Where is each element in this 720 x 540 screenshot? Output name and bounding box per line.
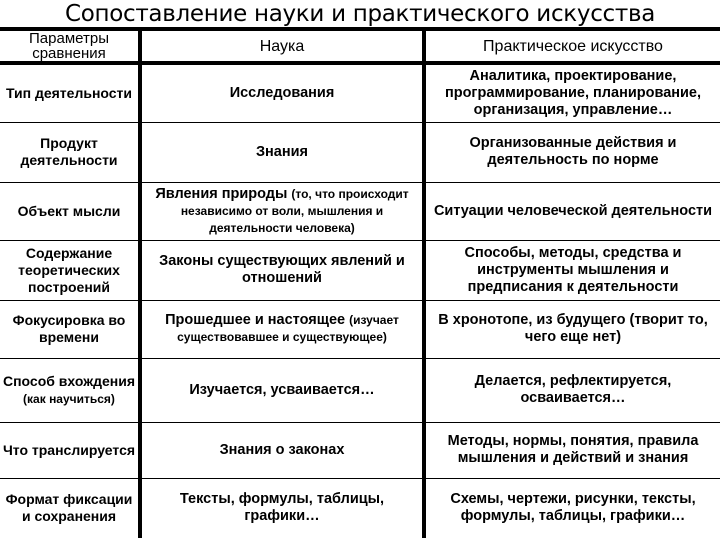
science-main: Прошедшее и настоящее [165,312,346,328]
art-cell: Схемы, чертежи, рисунки, тексты, формулы, таблицы, графики… [450,491,696,525]
art-cell: Аналитика, проектирование, программирование, планирование, организация, управление… [424,63,720,122]
science-cell [140,182,424,240]
table-row [0,240,720,300]
table-row [0,478,720,538]
param-cell: Продукт деятельности [0,122,140,182]
table-row [0,358,720,422]
header-science: Наука [140,29,424,63]
comparison-table [0,27,720,538]
art-cell: Методы, нормы, понятия, правила мышления и действий и знания [424,422,720,478]
header-parameters: Параметры сравнения [0,29,140,63]
param-cell: Формат фиксации и сохранения [0,478,140,538]
table-row [0,182,720,240]
param-cell: Объект мысли [0,182,140,240]
param-main: Способ вхождения [2,372,136,389]
science-note: (изучает существовавшее и существующее) [177,313,399,344]
param-note: (как научиться) [23,391,115,406]
science-cell: Знания о законах [140,422,424,478]
table-header-row [0,29,720,63]
param-cell: Содержание теоретических построений [0,240,140,300]
header-art: Практическое искусство [424,29,720,63]
param-cell: Фокусировка во времени [0,300,140,358]
science-cell: Знания [140,122,424,182]
table-row [0,63,720,122]
art-cell: Организованные действия и деятельность по норме [424,122,720,182]
art-cell: Способы, методы, средства и инструменты мышления и предписания к деятельности [424,240,720,300]
param-cell [0,358,140,422]
science-cell: Исследования [140,63,424,122]
table-row [0,122,720,182]
science-note: (то, что происходит независимо от воли, мышления и деятельности человека) [180,186,409,235]
science-cell: Тексты, формулы, таблицы, графики… [140,478,424,538]
param-cell: Что транслируется [0,422,140,478]
art-cell: Делается, рефлектируется, осваивается… [424,358,720,422]
art-cell: В хронотопе, из будущего (творит то, чего еще нет) [424,300,720,358]
table-row [0,300,720,358]
slide-title: Сопоставление науки и практического искусства [64,1,656,27]
art-cell: Ситуации человеческой деятельности [424,182,720,240]
science-main: Явления природы [155,185,288,202]
science-cell [140,300,424,358]
science-cell: Изучается, усваивается… [140,358,424,422]
table-row [0,422,720,478]
science-cell: Законы существующих явлений и отношений [140,240,424,300]
param-cell: Тип деятельности [0,63,140,122]
